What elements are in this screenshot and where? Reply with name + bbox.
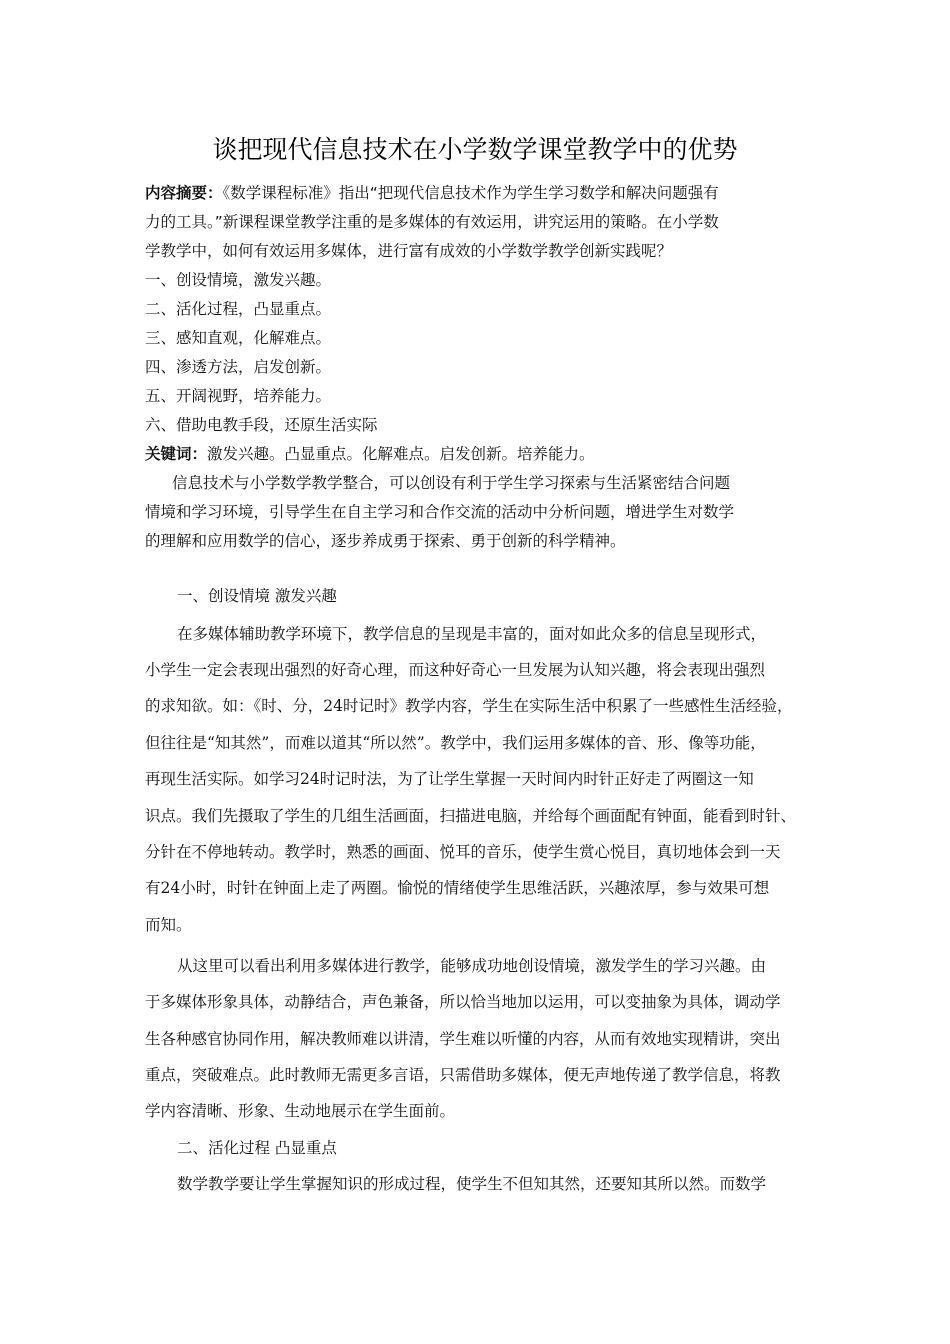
body-line: 有24小时，时针在钟面上走了两圈。愉悦的情绪使学生思维活跃，兴趣浓厚，参与效果可想 xyxy=(145,879,770,897)
body-line: 再现生活实际。如学习24时记时法，为了让学生掌握一天时间内时针正好走了两圈这一知 xyxy=(145,770,754,788)
abstract-item: 五、开阔视野，培养能力。 xyxy=(145,387,332,405)
keywords-text: 激发兴趣。凸显重点。化解难点。启发创新。培养能力。 xyxy=(207,445,595,463)
section-heading: 二、活化过程 凸显重点 xyxy=(177,1139,337,1157)
body-line: 分针在不停地转动。教学时，熟悉的画面、悦耳的音乐，使学生赏心悦目，真切地体会到一天 xyxy=(145,843,781,861)
abstract-item: 二、活化过程，凸显重点。 xyxy=(145,300,332,318)
body-line: 但往往是“知其然”，而难以道其“所以然”。教学中，我们运用多媒体的音、形、像等功能， xyxy=(145,734,766,752)
abstract-label: 内容摘要： xyxy=(145,184,223,202)
section-heading: 一、创设情境 激发兴趣 xyxy=(177,587,337,605)
abstract-item: 一、创设情境，激发兴趣。 xyxy=(145,271,332,289)
intro-line: 情境和学习环境，引导学生在自主学习和合作交流的活动中分析问题，增进学生对数学 xyxy=(145,503,735,521)
body-line: 的求知欲。如：《时、分，24时记时》教学内容，学生在实际生活中积累了一些感性生活经验， xyxy=(145,697,793,715)
keywords-line xyxy=(145,442,595,464)
abstract-item: 六、借助电教手段，还原生活实际 xyxy=(145,416,378,434)
intro-line: 信息技术与小学数学教学整合，可以创设有利于学生学习探索与生活紧密结合问题 xyxy=(172,474,731,492)
body-line: 在多媒体辅助教学环境下，教学信息的呈现是丰富的，面对如此众多的信息呈现形式， xyxy=(177,625,767,643)
body-line: 数学教学要让学生掌握知识的形成过程，使学生不但知其然，还要知其所以然。而数学 xyxy=(177,1175,767,1193)
document-title: 谈把现代信息技术在小学数学课堂教学中的优势 xyxy=(212,135,738,164)
intro-line: 的理解和应用数学的信心，逐步养成勇于探索、勇于创新的科学精神。 xyxy=(145,532,626,550)
abstract-item: 三、感知直观，化解难点。 xyxy=(145,329,332,347)
body-line: 从这里可以看出利用多媒体进行教学，能够成功地创设情境，激发学生的学习兴趣。由 xyxy=(177,957,767,975)
body-line: 于多媒体形象具体，动静结合，声色兼备，所以恰当地加以运用，可以变抽象为具体，调动学 xyxy=(145,993,781,1011)
body-line: 小学生一定会表现出强烈的好奇心理，而这种好奇心一旦发展为认知兴趣，将会表现出强烈 xyxy=(145,661,766,679)
abstract-text: 《数学课程标准》指出“把现代信息技术作为学生学习数学和解决问题强有 xyxy=(222,184,719,202)
keywords-label: 关键词： xyxy=(145,445,208,463)
body-line: 识点。我们先摄取了学生的几组生活画面，扫描进电脑，并给每个画面配有钟面，能看到时针、 xyxy=(145,807,797,825)
body-line: 学内容清晰、形象、生动地展示在学生面前。 xyxy=(145,1102,456,1120)
abstract-line-3: 学教学中，如何有效运用多媒体，进行富有成效的小学数学教学创新实践呢？ xyxy=(145,242,673,260)
body-line: 而知。 xyxy=(145,916,192,934)
abstract-line-2: 力的工具。”新课程课堂教学注重的是多媒体的有效运用，讲究运用的策略。在小学数 xyxy=(145,213,719,231)
body-line: 生各种感官协同作用，解决教师难以讲清，学生难以听懂的内容，从而有效地实现精讲，突出 xyxy=(145,1030,781,1048)
abstract-line-1 xyxy=(145,181,719,203)
abstract-item: 四、渗透方法，启发创新。 xyxy=(145,358,332,376)
body-line: 重点，突破难点。此时教师无需更多言语，只需借助多媒体，便无声地传递了教学信息，将教 xyxy=(145,1066,781,1084)
